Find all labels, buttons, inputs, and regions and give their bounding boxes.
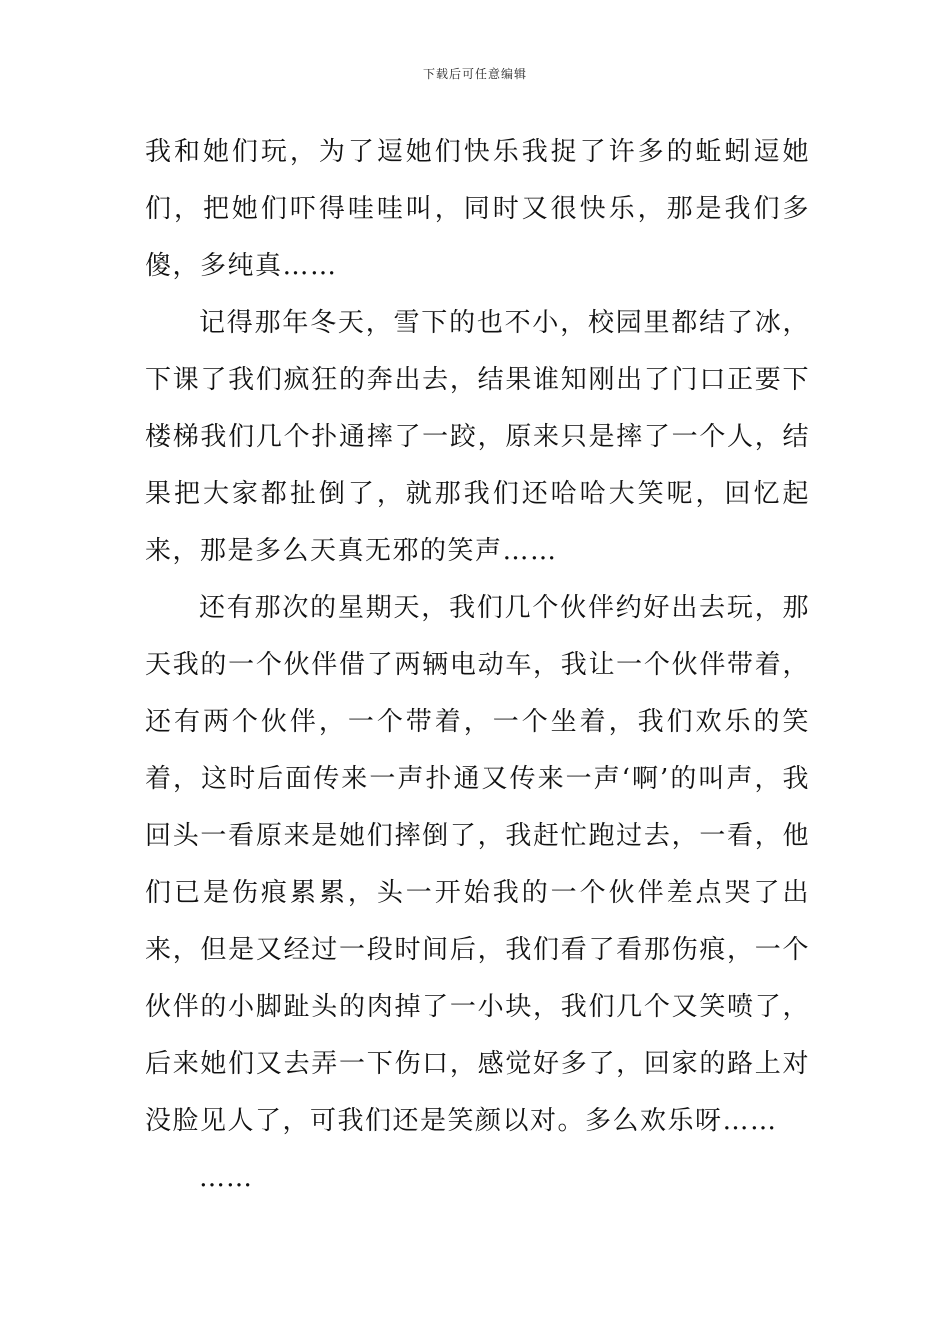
page-header: 下载后可任意编辑 bbox=[422, 67, 527, 81]
paragraph-3: 还有那次的星期天，我们几个伙伴约好出去玩，那天我的一个伙伴借了两辆电动车，我让一个伙伴带着，还有两个伙伴，一个带着，一个坐着，我们欢乐的笑着，这时后面传来一声扑通又传来一声‘啊’的叫声，我回头一看原来是她们摔倒了，我赶忙跑过去，一看，他们已是伤痕累累，头一开始我的一个伙伴差点哭了出来，但是又经过一段时间后，我们看了看那伤痕，一个伙伴的小脚趾头的肉掉了一小块，我们几个又笑喷了，后来她们又去弄一下伤口，感觉好多了，回家的路上对没脸见人了，可我们还是笑颜以对。多么欢乐呀…… bbox=[145, 593, 810, 1136]
closing-ellipsis: …… bbox=[199, 1163, 253, 1193]
paragraph-2: 记得那年冬天，雪下的也不小，校园里都结了冰，下课了我们疯狂的奔出去，结果谁知刚出了门口正要下楼梯我们几个扑通摔了一跤，原来只是摔了一个人，结果把大家都扯倒了，就那我们还哈哈大笑呢，回忆起来，那是多么天真无邪的笑声…… bbox=[145, 308, 810, 566]
paragraph-1: 我和她们玩，为了逗她们快乐我捉了许多的蚯蚓逗她们，把她们吓得哇哇叫，同时又很快乐，那是我们多傻，多纯真…… bbox=[145, 137, 810, 281]
document-body bbox=[145, 124, 810, 1207]
